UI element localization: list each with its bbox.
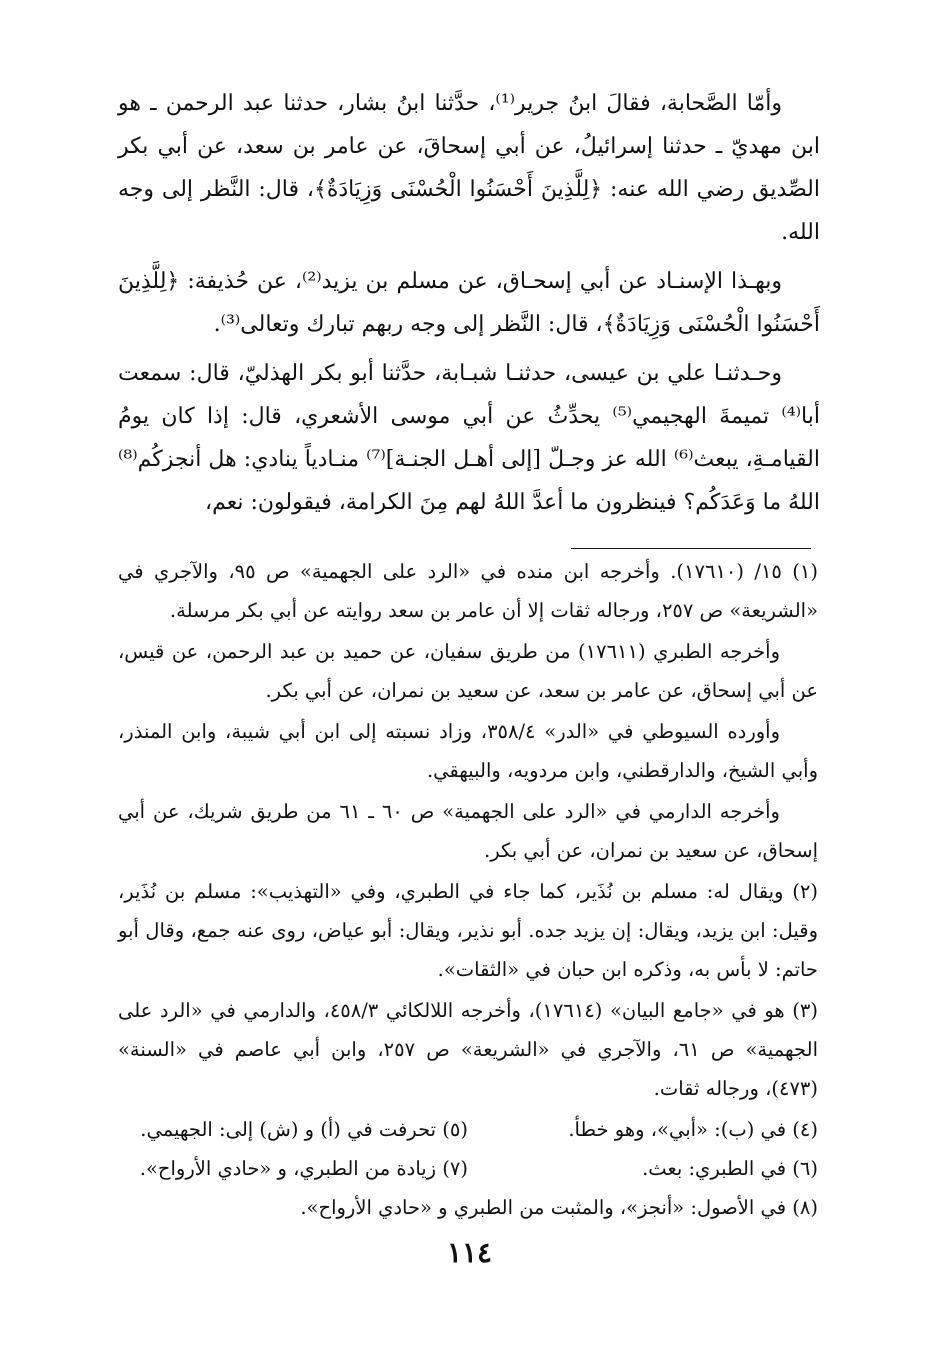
main-text [118,82,820,530]
paragraph-2: وبهـذا الإسنـاد عن أبي إسحـاق، عن مسلم بن يزيد⁽²⁾، عن حُذيفة: ﴿لِلَّذِينَ أَحْسَنُوا الْحُسْنَى وَزِيَادَةٌ﴾، قال: النَّظر إلى وجه ربهم تبارك وتعالى⁽³⁾. [118,269,820,337]
footnote-1-continuation-b: وأخرجه الطبري (١٧٦١١) من طريق سفيان، عن حميد بن عبد الرحمن، عن قيس، عن أبي إسحاق، عن عامر بن سعد، عن سعيد بن نمران، عن أبي بكر. [118,640,818,702]
paragraph-1: وأمّا الصَّحابة، فقالَ ابنُ جرير⁽¹⁾، حدَّثنا ابنُ بشار، حدثنا عبد الرحمن ـ هو ابن مهديّ ـ حدثنا إسرائيلُ، عن أبي إسحاقَ، عن عامر بن سعد، عن أبي بكر الصِّديق رضي الله عنه: ﴿لِلَّذِينَ أَحْسَنُوا الْحُسْنَى وَزِيَادَةٌ﴾، قال: النَّظر إلى وجه الله. [118,91,820,245]
footnotes [118,552,818,1229]
footnote-separator [571,548,811,549]
footnote-5: (٥) تحرفت في (أ) و (ش) إلى: الجهيمي. [140,1118,468,1141]
footnote-1-continuation-c: وأورده السيوطي في «الدر» ٣٥٨/٤، وزاد نسبته إلى ابن أبي شيبة، وابن المنذر، وأبي الشيخ، والدارقطني، وابن مردويه، والبيهقي. [118,720,818,782]
footnote-4: (٤) في (ب): «أبي»، وهو خطأ. [568,1118,818,1141]
footnote-8: (٨) في الأصول: «أنجز»، والمثبت من الطبري و «حادي الأرواح». [300,1196,818,1219]
footnote-row-4-5 [118,1110,818,1149]
footnote-3: (٣) هو في «جامع البيان» (١٧٦١٤)، وأخرجه اللالكائي ٤٥٨/٣، والدارمي في «الرد على الجهمية» ص ٦١، والآجري في «الشريعة» ص ٢٥٧، وابن أبي عاصم في «السنة» (٤٧٣)، ورجاله ثقات. [118,999,818,1100]
footnote-7: (٧) زيادة من الطبري، و «حادي الأرواح». [139,1157,468,1180]
footnote-1-continuation-d: وأخرجه الدارمي في «الرد على الجهمية» ص ٦٠ ـ ٦١ من طريق شريك، عن أبي إسحاق، عن سعيد بن نمران، عن أبي بكر. [118,800,818,862]
footnote-6: (٦) في الطبري: بعث. [642,1157,818,1180]
footnote-1: (١) ١٥/ (١٧٦١٠). وأخرجه ابن منده في «الرد على الجهمية» ص ٩٥، والآجري في «الشريعة» ص ٢٥٧، ورجاله ثقات إلا أن عامر بن سعد روايته عن أبي بكر مرسلة. [118,560,818,622]
footnote-2: (٢) ويقال له: مسلم بن نُذَير، كما جاء في الطبري، وفي «التهذيب»: مسلم بن نُذَير، وقيل: ابن يزيد، ويقال: إن يزيد جده. أبو نذير، ويقال: أبو عياض، روى عنه جمع، وقال أبو حاتم: لا بأس به، وذكره ابن حبان في «الثقات». [118,880,818,981]
page-number: ١١٤ [446,1236,493,1269]
paragraph-3: وحـدثنـا علي بن عيسى، حدثنـا شبـابة، حدَّثنا أبو بكر الهذليّ، قال: سمعت أبا⁽⁴⁾ تميمةَ الهجيمي⁽⁵⁾ يحدِّثُ عن أبي موسى الأشعري، قال: إذا كان يومُ القيامـةِ، يبعث⁽⁶⁾ الله عز وجـلّ [إلى أهـل الجنـة]⁽⁷⁾ منـادياً ينادي: هل أنجزكُم⁽⁸⁾ اللهُ ما وَعَدَكُم؟ فينظرون ما أعدَّ اللهُ لهم مِنَ الكرامة، فيقولون: نعم، [118,361,820,515]
footnote-row-6-7 [118,1149,818,1188]
